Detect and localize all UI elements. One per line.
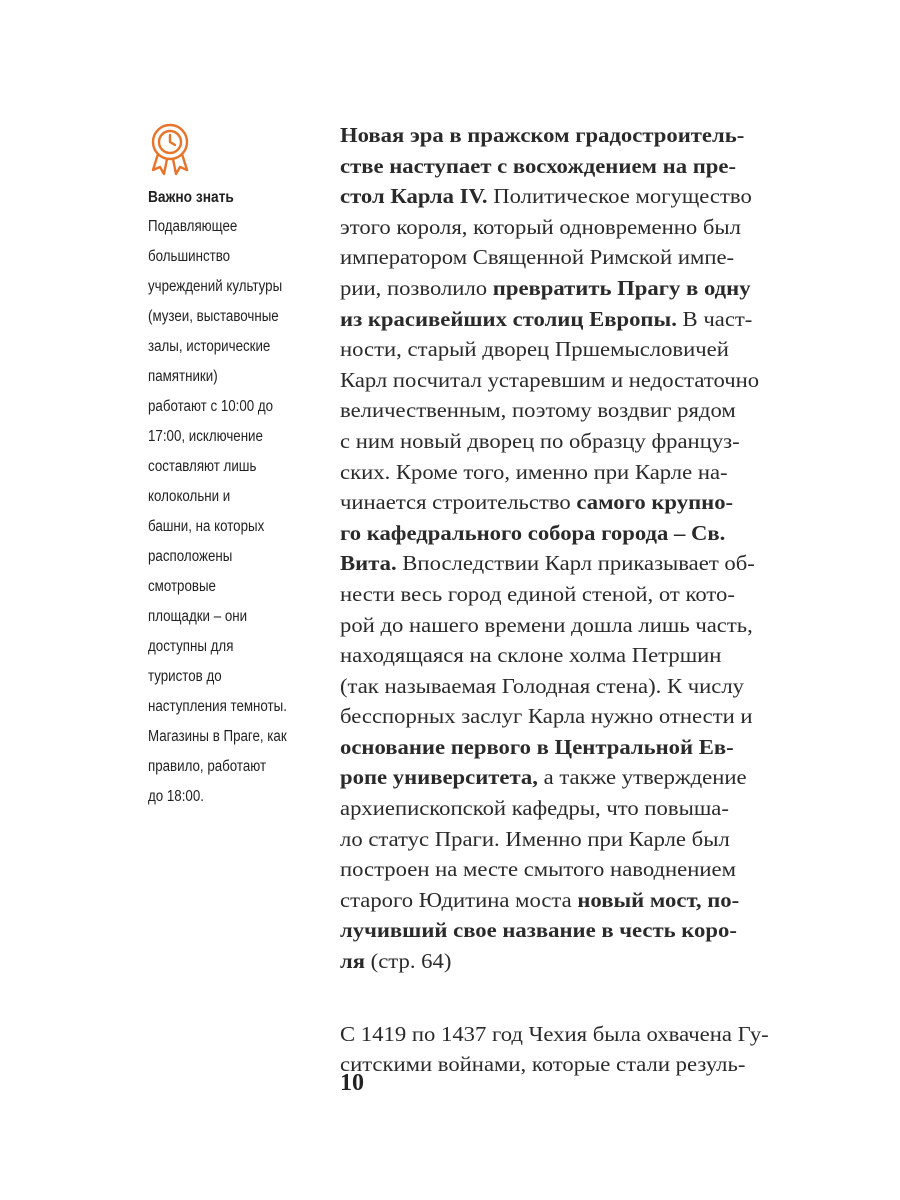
text-line bbox=[340, 120, 826, 151]
text-run: а также утверждение bbox=[537, 765, 747, 790]
text-line bbox=[340, 610, 826, 641]
text-line bbox=[340, 487, 826, 518]
bold-run: из красивейших столиц Европы. bbox=[340, 306, 677, 331]
text-line bbox=[340, 212, 826, 243]
text-line bbox=[340, 946, 826, 977]
text-run: находящаяся на склоне холма Петршин bbox=[340, 643, 722, 668]
text-line bbox=[340, 579, 826, 610]
text-run: бесспорных заслуг Карла нужно отнести и bbox=[340, 704, 753, 729]
main-text bbox=[340, 120, 790, 1080]
text-line bbox=[340, 426, 826, 457]
text-run: С 1419 по 1437 год Чехия была охвачена Гу- bbox=[340, 1021, 769, 1046]
text-run: Карл посчитал устаревшим и недостаточно bbox=[340, 367, 760, 392]
bold-run: Новая эра в пражском градостроитель- bbox=[340, 123, 745, 147]
sidebar-line: большинство bbox=[148, 248, 231, 265]
sidebar-line: составляют лишь bbox=[148, 458, 257, 475]
sidebar-line: Магазины в Праге, как bbox=[148, 728, 287, 745]
sidebar-line: 17:00, исключение bbox=[148, 428, 263, 445]
sidebar-line: правило, работают bbox=[148, 758, 267, 775]
sidebar-line: до 18:00. bbox=[148, 788, 204, 805]
sidebar-text bbox=[148, 212, 338, 812]
bold-run: новый мост, по- bbox=[577, 887, 740, 912]
text-run: с ним новый дворец по образцу француз- bbox=[340, 428, 740, 453]
text-line bbox=[340, 334, 826, 365]
bold-run: самого крупно- bbox=[576, 490, 734, 515]
text-run: этого короля, который одновременно был bbox=[340, 214, 741, 239]
bold-run: стол Карла IV. bbox=[340, 184, 488, 209]
sidebar-note bbox=[148, 122, 338, 812]
text-run: (стр. 64) bbox=[365, 949, 452, 974]
sidebar-line: наступления темноты. bbox=[148, 698, 287, 715]
page-number: 10 bbox=[340, 1070, 364, 1096]
sidebar-line: доступны для bbox=[148, 638, 234, 655]
text-run: (так называемая Голодная стена). К числу bbox=[340, 673, 745, 698]
sidebar-line: Подавляющее bbox=[148, 218, 238, 235]
text-line bbox=[340, 304, 826, 335]
sidebar-line: колокольни и bbox=[148, 488, 231, 505]
bold-run: превратить Прагу в одну bbox=[492, 275, 751, 300]
text-line bbox=[340, 518, 826, 549]
text-run: архиепископской кафедры, что повыша- bbox=[340, 796, 729, 821]
text-line bbox=[340, 395, 826, 426]
text-run: Политическое могущество bbox=[487, 184, 752, 209]
text-line bbox=[340, 732, 826, 763]
sidebar-title: Важно знать bbox=[148, 189, 234, 206]
text-line bbox=[340, 640, 826, 671]
text-line bbox=[340, 181, 826, 212]
text-run: В част- bbox=[676, 306, 753, 331]
text-run: построен на месте смытого наводнением bbox=[340, 857, 736, 882]
text-line bbox=[340, 151, 826, 182]
text-line bbox=[340, 824, 826, 855]
text-run: нести весь город единой стеной, от кото- bbox=[340, 581, 735, 606]
sidebar-line: расположены bbox=[148, 548, 233, 565]
text-line bbox=[340, 457, 826, 488]
sidebar-line: площадки – они bbox=[148, 608, 248, 625]
text-run: ситскими войнами, которые стали резуль- bbox=[340, 1052, 746, 1077]
bold-run: ля bbox=[340, 949, 366, 974]
sidebar-line: туристов до bbox=[148, 668, 222, 685]
text-line bbox=[340, 793, 826, 824]
medal-clock-icon bbox=[148, 122, 192, 178]
text-line bbox=[340, 885, 826, 916]
text-run: рии, позволило bbox=[340, 275, 493, 300]
bold-run: лучивший свое название в честь коро- bbox=[340, 918, 737, 943]
text-line bbox=[340, 762, 826, 793]
text-run: ских. Кроме того, именно при Карле на- bbox=[340, 459, 728, 484]
text-line bbox=[340, 242, 826, 273]
text-line bbox=[340, 915, 826, 946]
text-line bbox=[340, 1019, 826, 1050]
bold-run: го кафедрального собора города – Св. bbox=[340, 520, 726, 545]
text-run: ности, старый дворец Пршемысловичей bbox=[340, 337, 729, 362]
sidebar-line: башни, на которых bbox=[148, 518, 265, 535]
text-run: Впоследствии Карл приказывает об- bbox=[396, 551, 755, 576]
bold-run: Вита. bbox=[340, 551, 397, 576]
text-run: императором Священной Римской импе- bbox=[340, 245, 735, 270]
text-run: старого Юдитина моста bbox=[340, 887, 578, 912]
paragraph-1 bbox=[340, 120, 790, 977]
text-line bbox=[340, 1049, 826, 1080]
text-line bbox=[340, 854, 826, 885]
text-run: чинается строительство bbox=[340, 490, 577, 515]
text-line bbox=[340, 701, 826, 732]
text-line bbox=[340, 548, 826, 579]
text-run: рой до нашего времени дошла лишь часть, bbox=[340, 612, 753, 637]
paragraph-2 bbox=[340, 1019, 790, 1080]
bold-run: основание первого в Центральной Ев- bbox=[340, 734, 734, 759]
text-run: ло статус Праги. Именно при Карле был bbox=[340, 826, 730, 851]
text-line bbox=[340, 671, 826, 702]
text-run: величественным, поэтому воздвиг рядом bbox=[340, 398, 736, 423]
sidebar-line: (музеи, выставочные bbox=[148, 308, 279, 325]
sidebar-line: работают с 10:00 до bbox=[148, 398, 274, 415]
bold-run: ропе университета, bbox=[340, 765, 538, 790]
text-line bbox=[340, 365, 826, 396]
sidebar-line: учреждений культуры bbox=[148, 278, 283, 295]
sidebar-line: памятники) bbox=[148, 368, 218, 385]
sidebar-line: залы, исторические bbox=[148, 338, 271, 355]
sidebar-line: смотровые bbox=[148, 578, 216, 595]
bold-run: стве наступает с восхождением на пре- bbox=[340, 153, 737, 178]
text-line bbox=[340, 273, 826, 304]
